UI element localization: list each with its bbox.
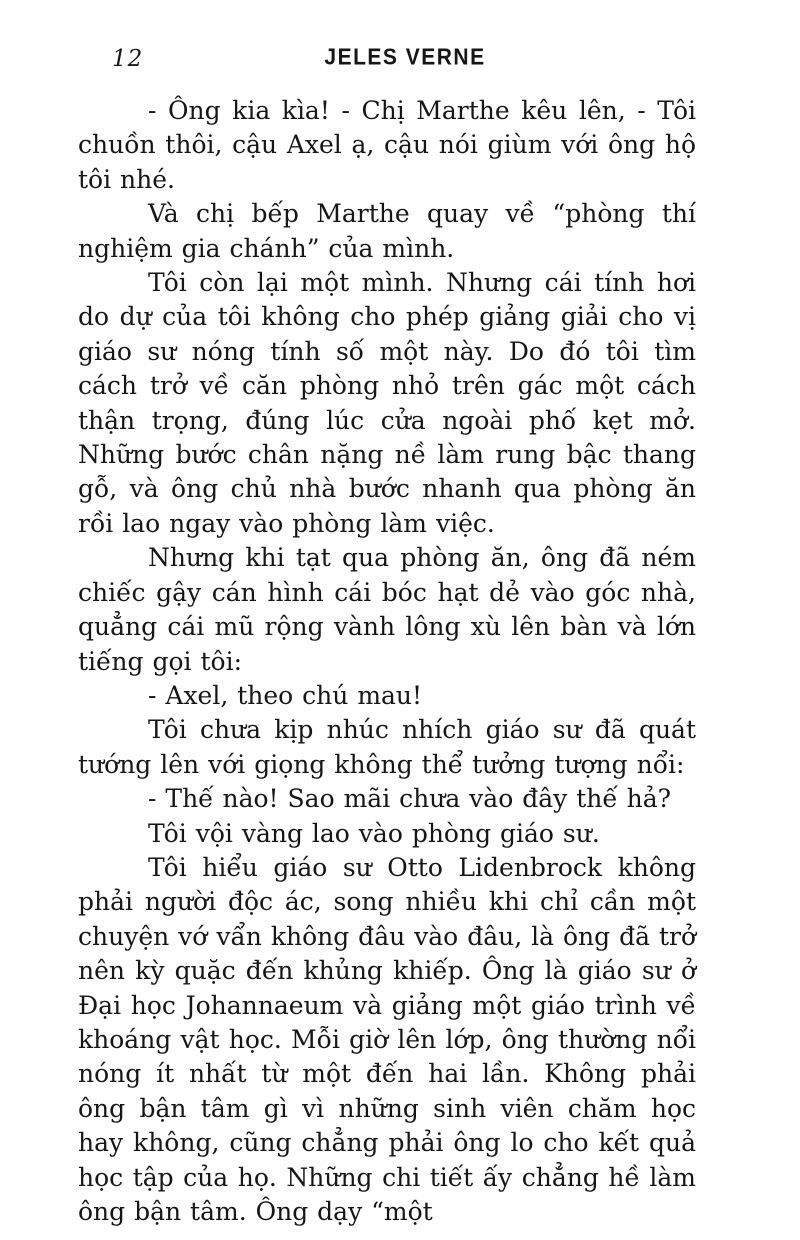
paragraph-dialogue-marthe: - Ông kia kìa! - Chị Marthe kêu lên, - Tôi chuồn thôi, cậu Axel ạ, cậu nói giùm với ông hộ tôi nhé. <box>78 96 696 194</box>
page-number: 12 <box>112 46 144 72</box>
paragraph-lidenbrock: Tôi hiểu giáo sư Otto Lidenbrock không phải người độc ác, song nhiều khi chỉ cần một chuyện vớ vẩn không đâu vào đâu, là ông đã trở nên kỳ quặc đến khủng khiếp. Ông là giáo sư ở Đại học Johannaeum và giảng một giáo trình về khoáng vật học. Mỗi giờ lên lớp, ông thường nổi nóng ít nhất từ một đến hai lần. Không phải ông bận tâm gì vì những sinh viên chăm học hay không, cũng chẳng phải ông lo cho kết quả học tập của họ. Những chi tiết ấy chẳng hề làm ông bận tâm. Ông dạy “một <box>78 852 696 1226</box>
paragraph-dining-room: Nhưng khi tạt qua phòng ăn, ông đã ném chiếc gậy cán hình cái bóc hạt dẻ vào góc nhà, quẳng cái mũ rộng vành lông xù lên bàn và lớn tiếng gọi tôi: <box>78 543 696 676</box>
page-text-block <box>78 94 696 1229</box>
paragraph-marthe-leaves: Và chị bếp Marthe quay về “phòng thí nghiệm gia chánh” của mình. <box>78 199 696 263</box>
paragraph-professor-shout: Tôi chưa kịp nhúc nhích giáo sư đã quát tướng lên với giọng không thể tưởng tượng nổi: <box>78 715 696 779</box>
paragraph-dialogue-thenao: - Thế nào! Sao mãi chưa vào đây thế hả? <box>148 784 672 814</box>
running-title: JELES VERNE <box>324 45 486 70</box>
paragraph-alone: Tôi còn lại một mình. Nhưng cái tính hơi do dự của tôi không cho phép giảng giải cho vị giáo sư nóng tính số một này. Do đó tôi tìm cách trở về căn phòng nhỏ trên gác một cách thận trọng, đúng lúc cửa ngoài phố kẹt mở. Những bước chân nặng nề làm rung bậc thang gỗ, và ông chủ nhà bước nhanh qua phòng ăn rồi lao ngay vào phòng làm việc. <box>78 268 696 538</box>
paragraph-dialogue-axel: - Axel, theo chú mau! <box>148 680 423 710</box>
running-header <box>78 46 696 76</box>
paragraph-rush-in: Tôi vội vàng lao vào phòng giáo sư. <box>148 818 600 848</box>
